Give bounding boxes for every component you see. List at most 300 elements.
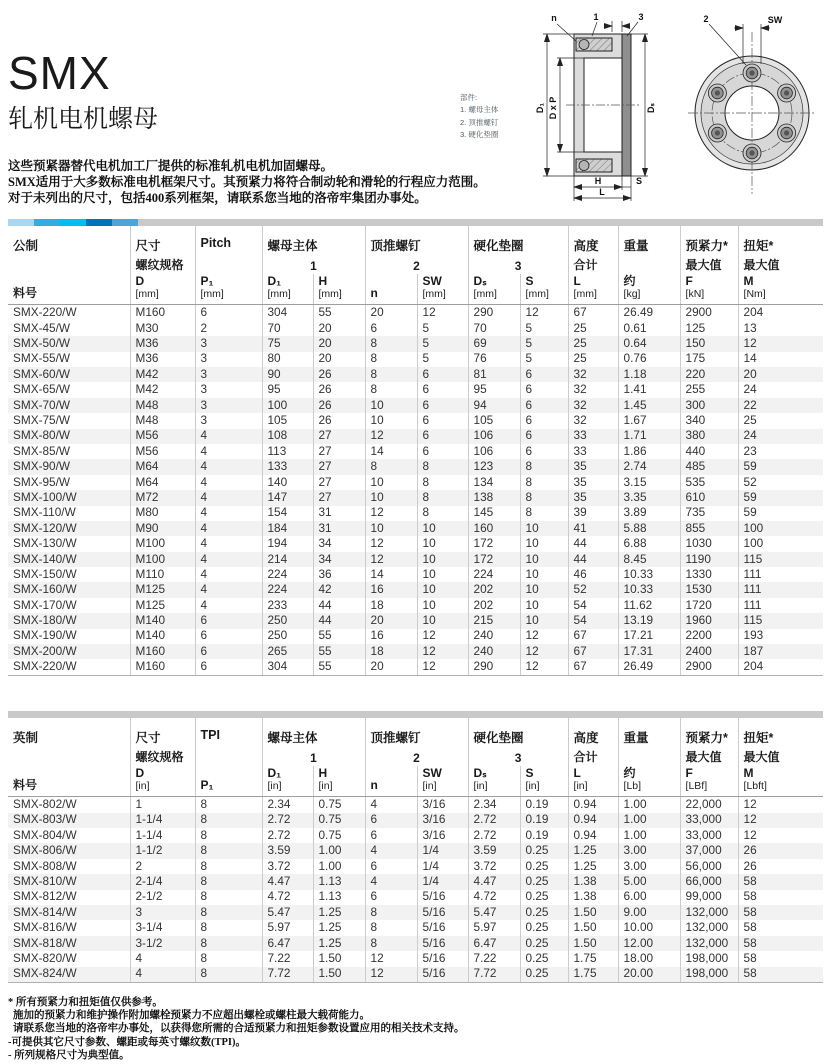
column-header: Dₛ [in] bbox=[468, 766, 520, 797]
cell: 2.72 bbox=[468, 813, 520, 828]
cell: 0.19 bbox=[520, 797, 568, 813]
cell: 33 bbox=[568, 444, 618, 459]
cell: 5.97 bbox=[468, 920, 520, 935]
table-row bbox=[8, 521, 823, 536]
cell: 26 bbox=[313, 382, 365, 397]
cell: 0.61 bbox=[618, 321, 680, 336]
cell: 3 bbox=[195, 336, 262, 351]
cell: 95 bbox=[468, 382, 520, 397]
cell: 224 bbox=[262, 567, 313, 582]
table-row bbox=[8, 367, 823, 382]
cell: 132,000 bbox=[680, 936, 738, 951]
cell: 4 bbox=[195, 521, 262, 536]
cell: 0.25 bbox=[520, 843, 568, 858]
cell: 35 bbox=[568, 475, 618, 490]
column-header: P₁ bbox=[195, 766, 262, 797]
header-spacer bbox=[195, 746, 262, 766]
cell: 6 bbox=[195, 659, 262, 675]
cell: 10 bbox=[417, 536, 468, 551]
cell: SMX-80/W bbox=[13, 428, 71, 443]
table-row bbox=[8, 305, 823, 321]
cell: 54 bbox=[568, 613, 618, 628]
imperial-table-body bbox=[8, 797, 823, 983]
description-line: 这些预紧器替代电机加工厂提供的标准轧机电机加固螺母。 bbox=[8, 159, 334, 173]
cell: M36 bbox=[130, 336, 195, 351]
cell: 75 bbox=[262, 336, 313, 351]
table-row bbox=[8, 321, 823, 336]
weight-header: 重量 bbox=[618, 718, 680, 746]
cell: SMX-65/W bbox=[13, 382, 71, 397]
cell: 8 bbox=[195, 843, 262, 858]
cell: 290 bbox=[468, 659, 520, 675]
total-label: 合计 bbox=[568, 254, 618, 274]
cell: 8 bbox=[195, 797, 262, 813]
column-header: F [kN] bbox=[680, 274, 738, 305]
cell: 31 bbox=[313, 521, 365, 536]
cell: 160 bbox=[468, 521, 520, 536]
max-label: 最大值 bbox=[680, 254, 738, 274]
cell: 20 bbox=[313, 352, 365, 367]
cell: 12 bbox=[738, 828, 823, 843]
cell: 3 bbox=[195, 352, 262, 367]
cell: 132,000 bbox=[680, 905, 738, 920]
cell: 304 bbox=[262, 659, 313, 675]
cell: 22 bbox=[738, 398, 823, 413]
column-header: 约 [kg] bbox=[618, 274, 680, 305]
cell: 1.13 bbox=[313, 890, 365, 905]
cell: 340 bbox=[680, 413, 738, 428]
cell: SMX-45/W bbox=[13, 320, 71, 335]
cell: 5.00 bbox=[618, 874, 680, 889]
cell: 32 bbox=[568, 413, 618, 428]
cell: 6.88 bbox=[618, 536, 680, 551]
cell: 108 bbox=[262, 429, 313, 444]
table-row bbox=[8, 552, 823, 567]
cell: 265 bbox=[262, 644, 313, 659]
cell: 8 bbox=[365, 905, 417, 920]
cell: 1/4 bbox=[417, 843, 468, 858]
cell: 6 bbox=[417, 367, 468, 382]
cell: 8 bbox=[520, 506, 568, 521]
cell: SMX-220/W bbox=[13, 305, 77, 320]
cell: 10 bbox=[417, 598, 468, 613]
cell: 44 bbox=[568, 552, 618, 567]
cell: 32 bbox=[568, 398, 618, 413]
table-row bbox=[8, 413, 823, 428]
cell: 8 bbox=[195, 890, 262, 905]
cell: 2-1/4 bbox=[130, 874, 195, 889]
cell: 10 bbox=[417, 521, 468, 536]
cell: 2200 bbox=[680, 629, 738, 644]
cell: 1-1/2 bbox=[130, 843, 195, 858]
cell: 1.86 bbox=[618, 444, 680, 459]
metric-table-body bbox=[8, 305, 823, 675]
footnote-line: - 所列规格尺寸为典型值。 bbox=[8, 1049, 130, 1061]
column-header: Dₛ [mm] bbox=[468, 274, 520, 305]
cell: 26 bbox=[313, 398, 365, 413]
dim-label-d1: D₁ bbox=[535, 102, 545, 114]
cell: 8 bbox=[195, 859, 262, 874]
header-spacer bbox=[8, 746, 130, 766]
cell: 2.34 bbox=[262, 797, 313, 813]
cell: SMX-70/W bbox=[13, 397, 71, 412]
cell: 10 bbox=[520, 613, 568, 628]
cell: 147 bbox=[262, 490, 313, 505]
cell: 4 bbox=[195, 429, 262, 444]
cell: 4 bbox=[195, 459, 262, 474]
cell: 46 bbox=[568, 567, 618, 582]
group-3-label: 3 bbox=[468, 254, 568, 274]
cell: 12 bbox=[365, 506, 417, 521]
cell: 36 bbox=[313, 567, 365, 582]
cell: 24 bbox=[738, 382, 823, 397]
cell: 8 bbox=[195, 967, 262, 983]
cell: SMX-816/W bbox=[13, 920, 77, 935]
cell: 25 bbox=[738, 413, 823, 428]
torque-header: 扭矩* bbox=[738, 226, 823, 254]
cell: 2.72 bbox=[468, 828, 520, 843]
cell: 134 bbox=[468, 475, 520, 490]
cell: 0.25 bbox=[520, 874, 568, 889]
cell: SMX-150/W bbox=[13, 567, 77, 581]
table-row bbox=[8, 920, 823, 935]
cell: 172 bbox=[468, 552, 520, 567]
cell: 1.75 bbox=[568, 967, 618, 983]
cell: 3/16 bbox=[417, 797, 468, 813]
cell: 8 bbox=[365, 352, 417, 367]
cell: 67 bbox=[568, 305, 618, 321]
cell: 1.00 bbox=[313, 859, 365, 874]
cell: 35 bbox=[568, 459, 618, 474]
cell: 7.22 bbox=[468, 951, 520, 966]
cell: 67 bbox=[568, 644, 618, 659]
cell: 1.75 bbox=[568, 951, 618, 966]
cell: 3/16 bbox=[417, 828, 468, 843]
cell: SMX-818/W bbox=[13, 935, 77, 950]
cell: 202 bbox=[468, 598, 520, 613]
cell: 4 bbox=[195, 475, 262, 490]
cell: SMX-220/W bbox=[8, 659, 130, 675]
cell: 8 bbox=[520, 475, 568, 490]
cell: SMX-802/W bbox=[13, 797, 77, 812]
cell: 24 bbox=[738, 429, 823, 444]
column-header: D [in] bbox=[130, 766, 195, 797]
cell: 44 bbox=[313, 613, 365, 628]
table-row bbox=[8, 352, 823, 367]
preload-header: 预紧力* bbox=[680, 226, 738, 254]
cell: 8 bbox=[365, 367, 417, 382]
cell: 4.72 bbox=[262, 890, 313, 905]
cell: SMX-50/W bbox=[13, 336, 71, 351]
cell: 14 bbox=[365, 567, 417, 582]
group-2-label: 2 bbox=[365, 746, 468, 766]
cell: SMX-140/W bbox=[13, 551, 77, 566]
cell: 485 bbox=[680, 459, 738, 474]
cell: 58 bbox=[738, 967, 823, 983]
cell: 10 bbox=[520, 521, 568, 536]
table-row bbox=[8, 490, 823, 505]
cell: 27 bbox=[313, 444, 365, 459]
cell: 6.00 bbox=[618, 890, 680, 905]
cell: M56 bbox=[130, 429, 195, 444]
cell: 1.25 bbox=[313, 905, 365, 920]
header-spacer bbox=[618, 746, 680, 766]
cell: 4 bbox=[195, 444, 262, 459]
cell: 25 bbox=[568, 352, 618, 367]
cell: 3 bbox=[195, 382, 262, 397]
cell: SMX-812/W bbox=[13, 889, 77, 904]
cell: 4 bbox=[195, 506, 262, 521]
cell: 220 bbox=[680, 367, 738, 382]
cell: 12 bbox=[520, 644, 568, 659]
pitch-header: Pitch bbox=[195, 226, 262, 254]
cell: 42 bbox=[313, 582, 365, 597]
column-header: n bbox=[365, 274, 417, 305]
cell: 22,000 bbox=[680, 797, 738, 813]
cell: 3.59 bbox=[468, 843, 520, 858]
footnote-line: 请联系您当地的洛帝牢办事处，以获得您所需的合适预紧力和扭矩参数设置应用的相关技术支持。 bbox=[13, 1023, 465, 1035]
cell: 1.25 bbox=[568, 859, 618, 874]
cell: 224 bbox=[262, 582, 313, 597]
accent-segment bbox=[86, 219, 112, 226]
page-title: SMX bbox=[8, 47, 111, 99]
table-row bbox=[8, 459, 823, 474]
cell: 10 bbox=[520, 536, 568, 551]
table-row bbox=[8, 629, 823, 644]
column-header: SW [in] bbox=[417, 766, 468, 797]
cell: 34 bbox=[313, 536, 365, 551]
cell: SMX-75/W bbox=[13, 413, 71, 427]
cell: 3.59 bbox=[262, 843, 313, 858]
cell: 11.62 bbox=[618, 598, 680, 613]
cell: 1.38 bbox=[568, 874, 618, 889]
cell: 8 bbox=[195, 951, 262, 966]
page-header bbox=[0, 0, 830, 219]
cell: 535 bbox=[680, 475, 738, 490]
cell: 32 bbox=[568, 382, 618, 397]
legend-title: 部件: bbox=[460, 93, 478, 102]
cell: 204 bbox=[738, 659, 823, 675]
cell: 105 bbox=[468, 413, 520, 428]
cell: SMX-190/W bbox=[13, 628, 77, 643]
cell: 25 bbox=[568, 321, 618, 336]
cell: 1190 bbox=[680, 552, 738, 567]
cell: SMX-60/W bbox=[13, 367, 71, 381]
cell: 55 bbox=[313, 659, 365, 675]
cell: 1.00 bbox=[618, 828, 680, 843]
cell: 9.00 bbox=[618, 905, 680, 920]
cell: M160 bbox=[130, 644, 195, 659]
cell: 4 bbox=[130, 951, 195, 966]
cell: 300 bbox=[680, 398, 738, 413]
cell: 52 bbox=[738, 475, 823, 490]
section-view-drawing bbox=[524, 10, 676, 206]
table-row bbox=[8, 843, 823, 858]
weight-header: 重量 bbox=[618, 226, 680, 254]
cell: 33,000 bbox=[680, 813, 738, 828]
cell: 10 bbox=[520, 598, 568, 613]
cell: 111 bbox=[738, 582, 823, 597]
set-screw-header: 顶推螺钉 bbox=[365, 226, 468, 254]
column-header: F [LBf] bbox=[680, 766, 738, 797]
table-row bbox=[8, 659, 823, 675]
cell: 7.72 bbox=[262, 967, 313, 983]
cell: 20 bbox=[313, 336, 365, 351]
accent-segment bbox=[112, 219, 138, 226]
cell: 1.71 bbox=[618, 429, 680, 444]
cell: 3.15 bbox=[618, 475, 680, 490]
group-1-label: 1 bbox=[262, 254, 365, 274]
cell: 44 bbox=[568, 536, 618, 551]
cell: 6.47 bbox=[468, 936, 520, 951]
cell: 6 bbox=[195, 613, 262, 628]
cell: 3.72 bbox=[468, 859, 520, 874]
cell: 0.25 bbox=[520, 859, 568, 874]
cell: 106 bbox=[468, 429, 520, 444]
cell: 6 bbox=[520, 382, 568, 397]
cell: 1.38 bbox=[568, 890, 618, 905]
cell: 8 bbox=[520, 490, 568, 505]
cell: 1.00 bbox=[313, 843, 365, 858]
cell: 5.47 bbox=[262, 905, 313, 920]
cell: 6 bbox=[365, 859, 417, 874]
cell: 10 bbox=[365, 521, 417, 536]
cell: 8 bbox=[195, 920, 262, 935]
cell: 10 bbox=[365, 490, 417, 505]
cell: 123 bbox=[468, 459, 520, 474]
cell: 12 bbox=[520, 629, 568, 644]
cell: 1-1/4 bbox=[130, 813, 195, 828]
cell: 5/16 bbox=[417, 936, 468, 951]
cell: 10 bbox=[365, 475, 417, 490]
cell: 5.88 bbox=[618, 521, 680, 536]
column-header: SW [mm] bbox=[417, 274, 468, 305]
cell: 4.47 bbox=[262, 874, 313, 889]
column-header-row bbox=[8, 766, 823, 797]
cell: 6 bbox=[195, 644, 262, 659]
cell: 0.75 bbox=[313, 828, 365, 843]
cell: 67 bbox=[568, 629, 618, 644]
cell: 8 bbox=[365, 920, 417, 935]
cell: 25 bbox=[568, 336, 618, 351]
sub-header-row bbox=[8, 746, 823, 766]
cell: 1.25 bbox=[568, 843, 618, 858]
column-header: H [in] bbox=[313, 766, 365, 797]
cell: M80 bbox=[130, 506, 195, 521]
cell: 14 bbox=[365, 444, 417, 459]
table-row bbox=[8, 951, 823, 966]
cell: 0.25 bbox=[520, 967, 568, 983]
cell: 214 bbox=[262, 552, 313, 567]
cell: 0.94 bbox=[568, 828, 618, 843]
cell: 6 bbox=[520, 413, 568, 428]
cell: 33,000 bbox=[680, 828, 738, 843]
cell: 33 bbox=[568, 429, 618, 444]
cell: 39 bbox=[568, 506, 618, 521]
cell: 0.64 bbox=[618, 336, 680, 351]
cell: 154 bbox=[262, 506, 313, 521]
cell: 204 bbox=[738, 305, 823, 321]
cell: 3 bbox=[195, 398, 262, 413]
cell: 12 bbox=[417, 629, 468, 644]
tpi-header: TPI bbox=[195, 718, 262, 746]
cell: 13 bbox=[738, 321, 823, 336]
cell: 27 bbox=[313, 475, 365, 490]
cell: 6 bbox=[195, 629, 262, 644]
cell: 55 bbox=[313, 629, 365, 644]
cell: 27 bbox=[313, 429, 365, 444]
description-line: 对于未列出的尺寸，包括400系列框架，请联系您当地的洛帝牢集团办事处。 bbox=[8, 190, 427, 205]
cell: 132,000 bbox=[680, 920, 738, 935]
column-header: P₁ [mm] bbox=[195, 274, 262, 305]
cell: 1.00 bbox=[618, 797, 680, 813]
cell: 194 bbox=[262, 536, 313, 551]
cell: M64 bbox=[130, 475, 195, 490]
cell: 250 bbox=[262, 613, 313, 628]
accent-segment bbox=[34, 219, 60, 226]
cell: 10 bbox=[417, 552, 468, 567]
cell: SMX-806/W bbox=[13, 843, 77, 858]
cell: 20 bbox=[738, 367, 823, 382]
cell: 12 bbox=[365, 552, 417, 567]
cell: 0.25 bbox=[520, 905, 568, 920]
cell: 4 bbox=[195, 552, 262, 567]
front-view-drawing bbox=[676, 10, 828, 206]
cell: 59 bbox=[738, 490, 823, 505]
cell: 140 bbox=[262, 475, 313, 490]
cell: 100 bbox=[262, 398, 313, 413]
cell: 99,000 bbox=[680, 890, 738, 905]
table-row bbox=[8, 398, 823, 413]
cell: 1.50 bbox=[313, 967, 365, 983]
cell: SMX-820/W bbox=[13, 951, 77, 965]
cell: 4.72 bbox=[468, 890, 520, 905]
dim-label-l: L bbox=[599, 187, 605, 197]
cell: 3 bbox=[130, 905, 195, 920]
table-row bbox=[8, 905, 823, 920]
header-spacer bbox=[195, 254, 262, 274]
cell: 12 bbox=[365, 536, 417, 551]
set-screw-header: 顶推螺钉 bbox=[365, 718, 468, 746]
cell: 58 bbox=[738, 890, 823, 905]
cell: 2-1/2 bbox=[130, 890, 195, 905]
cell: 58 bbox=[738, 951, 823, 966]
callout-2: 2 bbox=[703, 14, 709, 24]
cell: 2400 bbox=[680, 644, 738, 659]
dim-label-h: H bbox=[594, 176, 602, 186]
cell: 1030 bbox=[680, 536, 738, 551]
cell: 1.50 bbox=[568, 920, 618, 935]
table-row bbox=[8, 813, 823, 828]
cell: 3.89 bbox=[618, 506, 680, 521]
cell: 6 bbox=[520, 444, 568, 459]
cell: 14 bbox=[738, 352, 823, 367]
column-header: L [in] bbox=[568, 766, 618, 797]
cell: 6 bbox=[365, 321, 417, 336]
column-header: D [mm] bbox=[130, 274, 195, 305]
cell: 3 bbox=[195, 413, 262, 428]
sub-header-row bbox=[8, 254, 823, 274]
accent-bar-rest bbox=[138, 219, 823, 226]
cell: 12 bbox=[365, 951, 417, 966]
cell: 18.00 bbox=[618, 951, 680, 966]
table-row bbox=[8, 536, 823, 551]
cell: 56,000 bbox=[680, 859, 738, 874]
cell: 0.75 bbox=[313, 797, 365, 813]
cell: 10.33 bbox=[618, 582, 680, 597]
cell: 5/16 bbox=[417, 951, 468, 966]
table-row bbox=[8, 475, 823, 490]
